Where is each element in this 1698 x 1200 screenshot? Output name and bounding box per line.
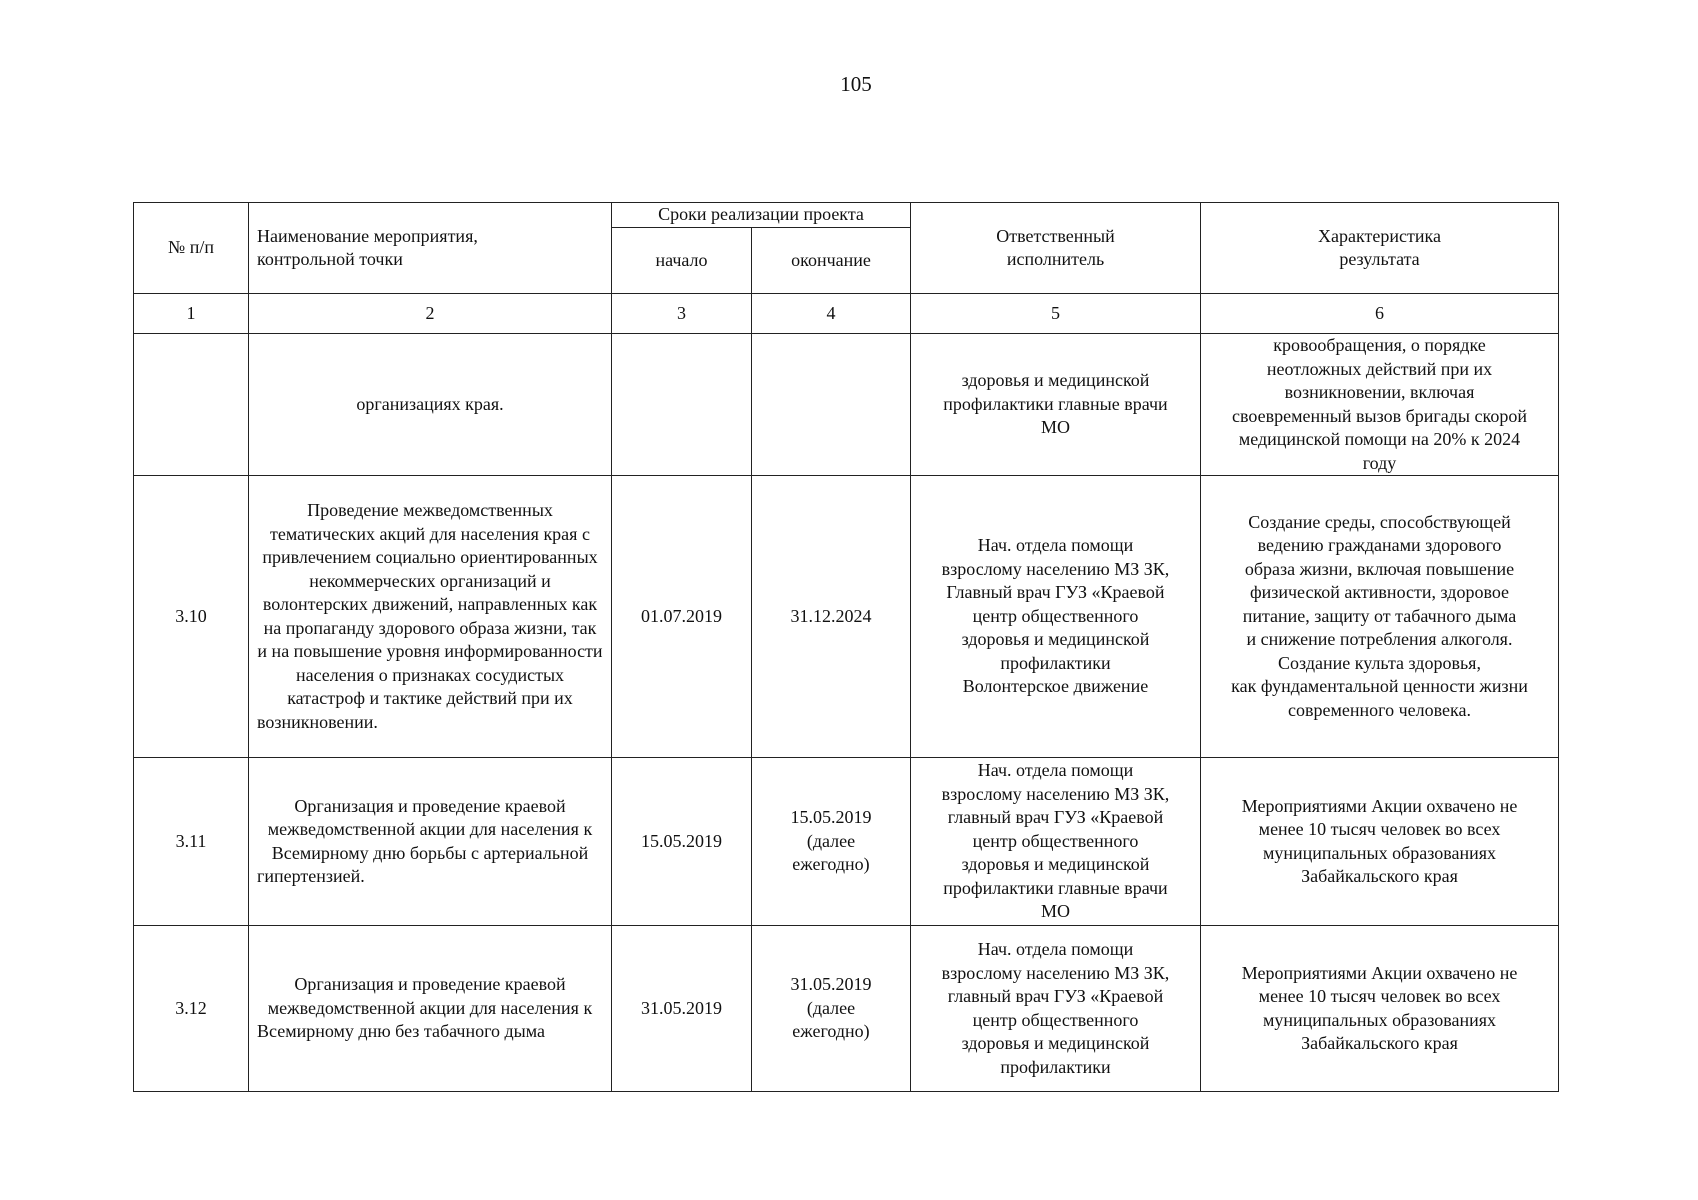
header-period: Сроки реализации проекта [612, 203, 911, 228]
row-end [752, 334, 911, 476]
page-number: 105 [840, 72, 872, 96]
header-name: Наименование мероприятия, контрольной точки [249, 203, 612, 294]
header-result: Характеристика результата [1201, 203, 1559, 294]
row-result: Мероприятиями Акции охвачено не менее 10 тысяч человек во всех муниципальных образованиях Забайкальского края [1201, 926, 1559, 1092]
table-row-continued [134, 334, 1559, 476]
table-row-3-10 [134, 476, 1559, 758]
col-number-6: 6 [1201, 294, 1559, 334]
row-num: 3.11 [134, 758, 249, 926]
col-number-5: 5 [911, 294, 1201, 334]
row-start: 01.07.2019 [612, 476, 752, 758]
row-end: 31.05.2019 (далее ежегодно) [752, 926, 911, 1092]
col-number-2: 2 [249, 294, 612, 334]
row-responsible: Нач. отдела помощи взрослому населению МЗ ЗК, главный врач ГУЗ «Краевой центр общественного здоровья и медицинской профилактики [911, 926, 1201, 1092]
row-name: Организация и проведение краевой межведомственной акции для населения к Всемирному дню без табачного дыма [249, 926, 612, 1092]
row-result: Мероприятиями Акции охвачено не менее 10 тысяч человек во всех муниципальных образованиях Забайкальского края [1201, 758, 1559, 926]
col-number-1: 1 [134, 294, 249, 334]
row-responsible: Нач. отдела помощи взрослому населению МЗ ЗК, главный врач ГУЗ «Краевой центр общественного здоровья и медицинской профилактики главные врачи МО [911, 758, 1201, 926]
row-start: 31.05.2019 [612, 926, 752, 1092]
row-result: Создание среды, способствующей ведению гражданами здорового образа жизни, включая повышение физической активности, здоровое питание, защиту от табачного дыма и снижение потребления алкоголя. Создание культа здоровья, как фундаментальной ценности жизни современного человека. [1201, 476, 1559, 758]
header-start: начало [612, 228, 752, 294]
header-num: № п/п [134, 203, 249, 294]
activities-table [133, 202, 1559, 1092]
row-num: 3.12 [134, 926, 249, 1092]
row-num [134, 334, 249, 476]
col-number-4: 4 [752, 294, 911, 334]
table-row-3-11 [134, 758, 1559, 926]
row-num: 3.10 [134, 476, 249, 758]
row-responsible: здоровья и медицинской профилактики главные врачи МО [911, 334, 1201, 476]
header-responsible: Ответственный исполнитель [911, 203, 1201, 294]
col-number-3: 3 [612, 294, 752, 334]
row-name: организациях края. [249, 334, 612, 476]
row-end: 31.12.2024 [752, 476, 911, 758]
header-end: окончание [752, 228, 911, 294]
row-name: Проведение межведомственных тематических акций для населения края с привлечением социально ориентированных некоммерческих организаций и волонтерских движений, направленных как на пропаганду здорового образа жизни, так и на повышение уровня информированности населения о признаках сосудистых катастроф и тактике действий при их возникновении. [249, 476, 612, 758]
row-end: 15.05.2019 (далее ежегодно) [752, 758, 911, 926]
row-responsible: Нач. отдела помощи взрослому населению МЗ ЗК, Главный врач ГУЗ «Краевой центр общественного здоровья и медицинской профилактики Волонтерское движение [911, 476, 1201, 758]
table-row-3-12 [134, 926, 1559, 1092]
row-name: Организация и проведение краевой межведомственной акции для населения к Всемирному дню борьбы с артериальной гипертензией. [249, 758, 612, 926]
row-result: кровообращения, о порядке неотложных действий при их возникновении, включая своевременный вызов бригады скорой медицинской помощи на 20% к 2024 году [1201, 334, 1559, 476]
row-start [612, 334, 752, 476]
row-start: 15.05.2019 [612, 758, 752, 926]
